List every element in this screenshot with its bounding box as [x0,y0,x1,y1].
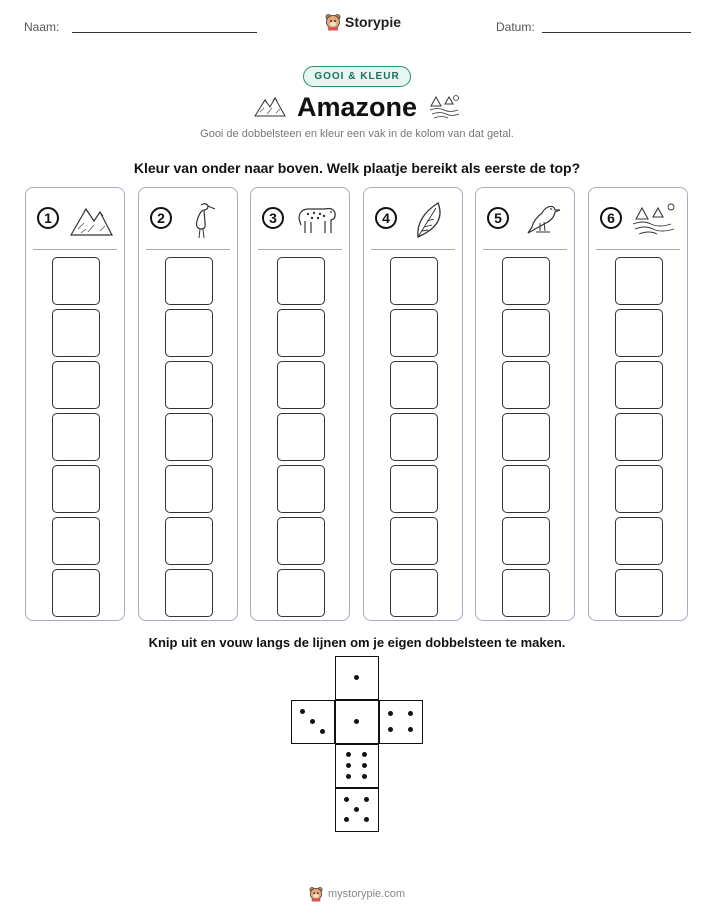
dice-pip [300,709,305,714]
jaguar-icon [293,199,339,239]
footer [309,886,405,902]
dice-pip [344,817,349,822]
dice-pip [362,763,367,768]
color-box[interactable] [277,413,325,461]
logo-text: Storypie [345,14,402,30]
column-5 [475,187,575,621]
footer-url: mystorypie.com [328,888,406,900]
color-box[interactable] [277,361,325,409]
dice-pip [364,817,369,822]
color-box[interactable] [502,465,550,513]
column-4 [363,187,463,621]
color-box[interactable] [277,465,325,513]
dice-face-1 [335,700,379,744]
color-box[interactable] [390,465,438,513]
dice-pip [364,797,369,802]
name-field[interactable] [72,32,257,33]
dice-pip [354,807,359,812]
color-box[interactable] [165,361,213,409]
dice-face-1 [335,656,379,700]
dice-pip [362,774,367,779]
color-box[interactable] [615,413,663,461]
color-box[interactable] [390,309,438,357]
dice-face-6 [335,744,379,788]
color-box[interactable] [52,361,100,409]
column-3 [250,187,350,621]
color-box[interactable] [390,257,438,305]
dice-face-4 [379,700,423,744]
color-box[interactable] [165,517,213,565]
divider [146,249,230,250]
divider [483,249,567,250]
dice-pip [388,711,393,716]
color-box[interactable] [615,257,663,305]
bear-icon [325,13,341,31]
color-box[interactable] [277,569,325,617]
color-box[interactable] [502,569,550,617]
color-box[interactable] [165,413,213,461]
dice-pip [320,729,325,734]
divider [371,249,455,250]
instruction: Kleur van onder naar boven. Welk plaatje bereikt als eerste de top? [133,160,581,176]
color-box[interactable] [165,257,213,305]
dice-pip [346,752,351,757]
divider [33,249,117,250]
storypie-logo [325,13,401,31]
column-2 [138,187,238,621]
dice-pip [354,719,359,724]
color-box[interactable] [165,309,213,357]
color-box[interactable] [390,413,438,461]
page-title: Amazone [296,92,418,122]
color-box[interactable] [615,361,663,409]
dice-instruction: Knip uit en vouw langs de lijnen om je eigen dobbelsteen te maken. [148,635,566,650]
color-box[interactable] [52,309,100,357]
divider [258,249,342,250]
color-box[interactable] [390,361,438,409]
color-box[interactable] [615,569,663,617]
color-box[interactable] [502,257,550,305]
color-box[interactable] [502,413,550,461]
name-label: Naam: [24,20,60,34]
color-box[interactable] [615,309,663,357]
dice-pip [408,711,413,716]
dice-pip [408,727,413,732]
activity-badge: GOOI & KLEUR [303,66,410,87]
color-box[interactable] [277,517,325,565]
dice-pip [344,797,349,802]
dice-pip [310,719,315,724]
mountains-icon [68,199,114,239]
bear-icon [309,886,323,902]
dice-face-3 [291,700,335,744]
color-box[interactable] [502,361,550,409]
color-box[interactable] [502,309,550,357]
color-box[interactable] [165,465,213,513]
color-box[interactable] [52,465,100,513]
bird-icon [518,199,564,239]
column-number: 6 [600,207,622,229]
color-box[interactable] [502,517,550,565]
color-box[interactable] [390,569,438,617]
stork-icon [181,199,227,239]
leaf-icon [406,199,452,239]
subtitle: Gooi de dobbelsteen en kleur een vak in de kolom van dat getal. [200,128,514,140]
column-number: 1 [37,207,59,229]
color-box[interactable] [52,517,100,565]
color-box[interactable] [52,257,100,305]
dice-pip [362,752,367,757]
divider [596,249,680,250]
date-field[interactable] [542,32,691,33]
color-box[interactable] [52,569,100,617]
color-box[interactable] [52,413,100,461]
color-box[interactable] [277,257,325,305]
column-number: 5 [487,207,509,229]
dice-pip [346,763,351,768]
column-number: 3 [262,207,284,229]
column-6 [588,187,688,621]
column-number: 4 [375,207,397,229]
village-icon [428,92,460,120]
dice-pip [346,774,351,779]
color-box[interactable] [615,517,663,565]
dice-pip [354,675,359,680]
dice-face-5 [335,788,379,832]
color-box[interactable] [277,309,325,357]
village-icon [631,199,677,239]
column-1 [25,187,125,621]
color-box[interactable] [165,569,213,617]
column-number: 2 [150,207,172,229]
date-label: Datum: [496,20,535,34]
color-box[interactable] [615,465,663,513]
dice-pip [388,727,393,732]
color-box[interactable] [390,517,438,565]
